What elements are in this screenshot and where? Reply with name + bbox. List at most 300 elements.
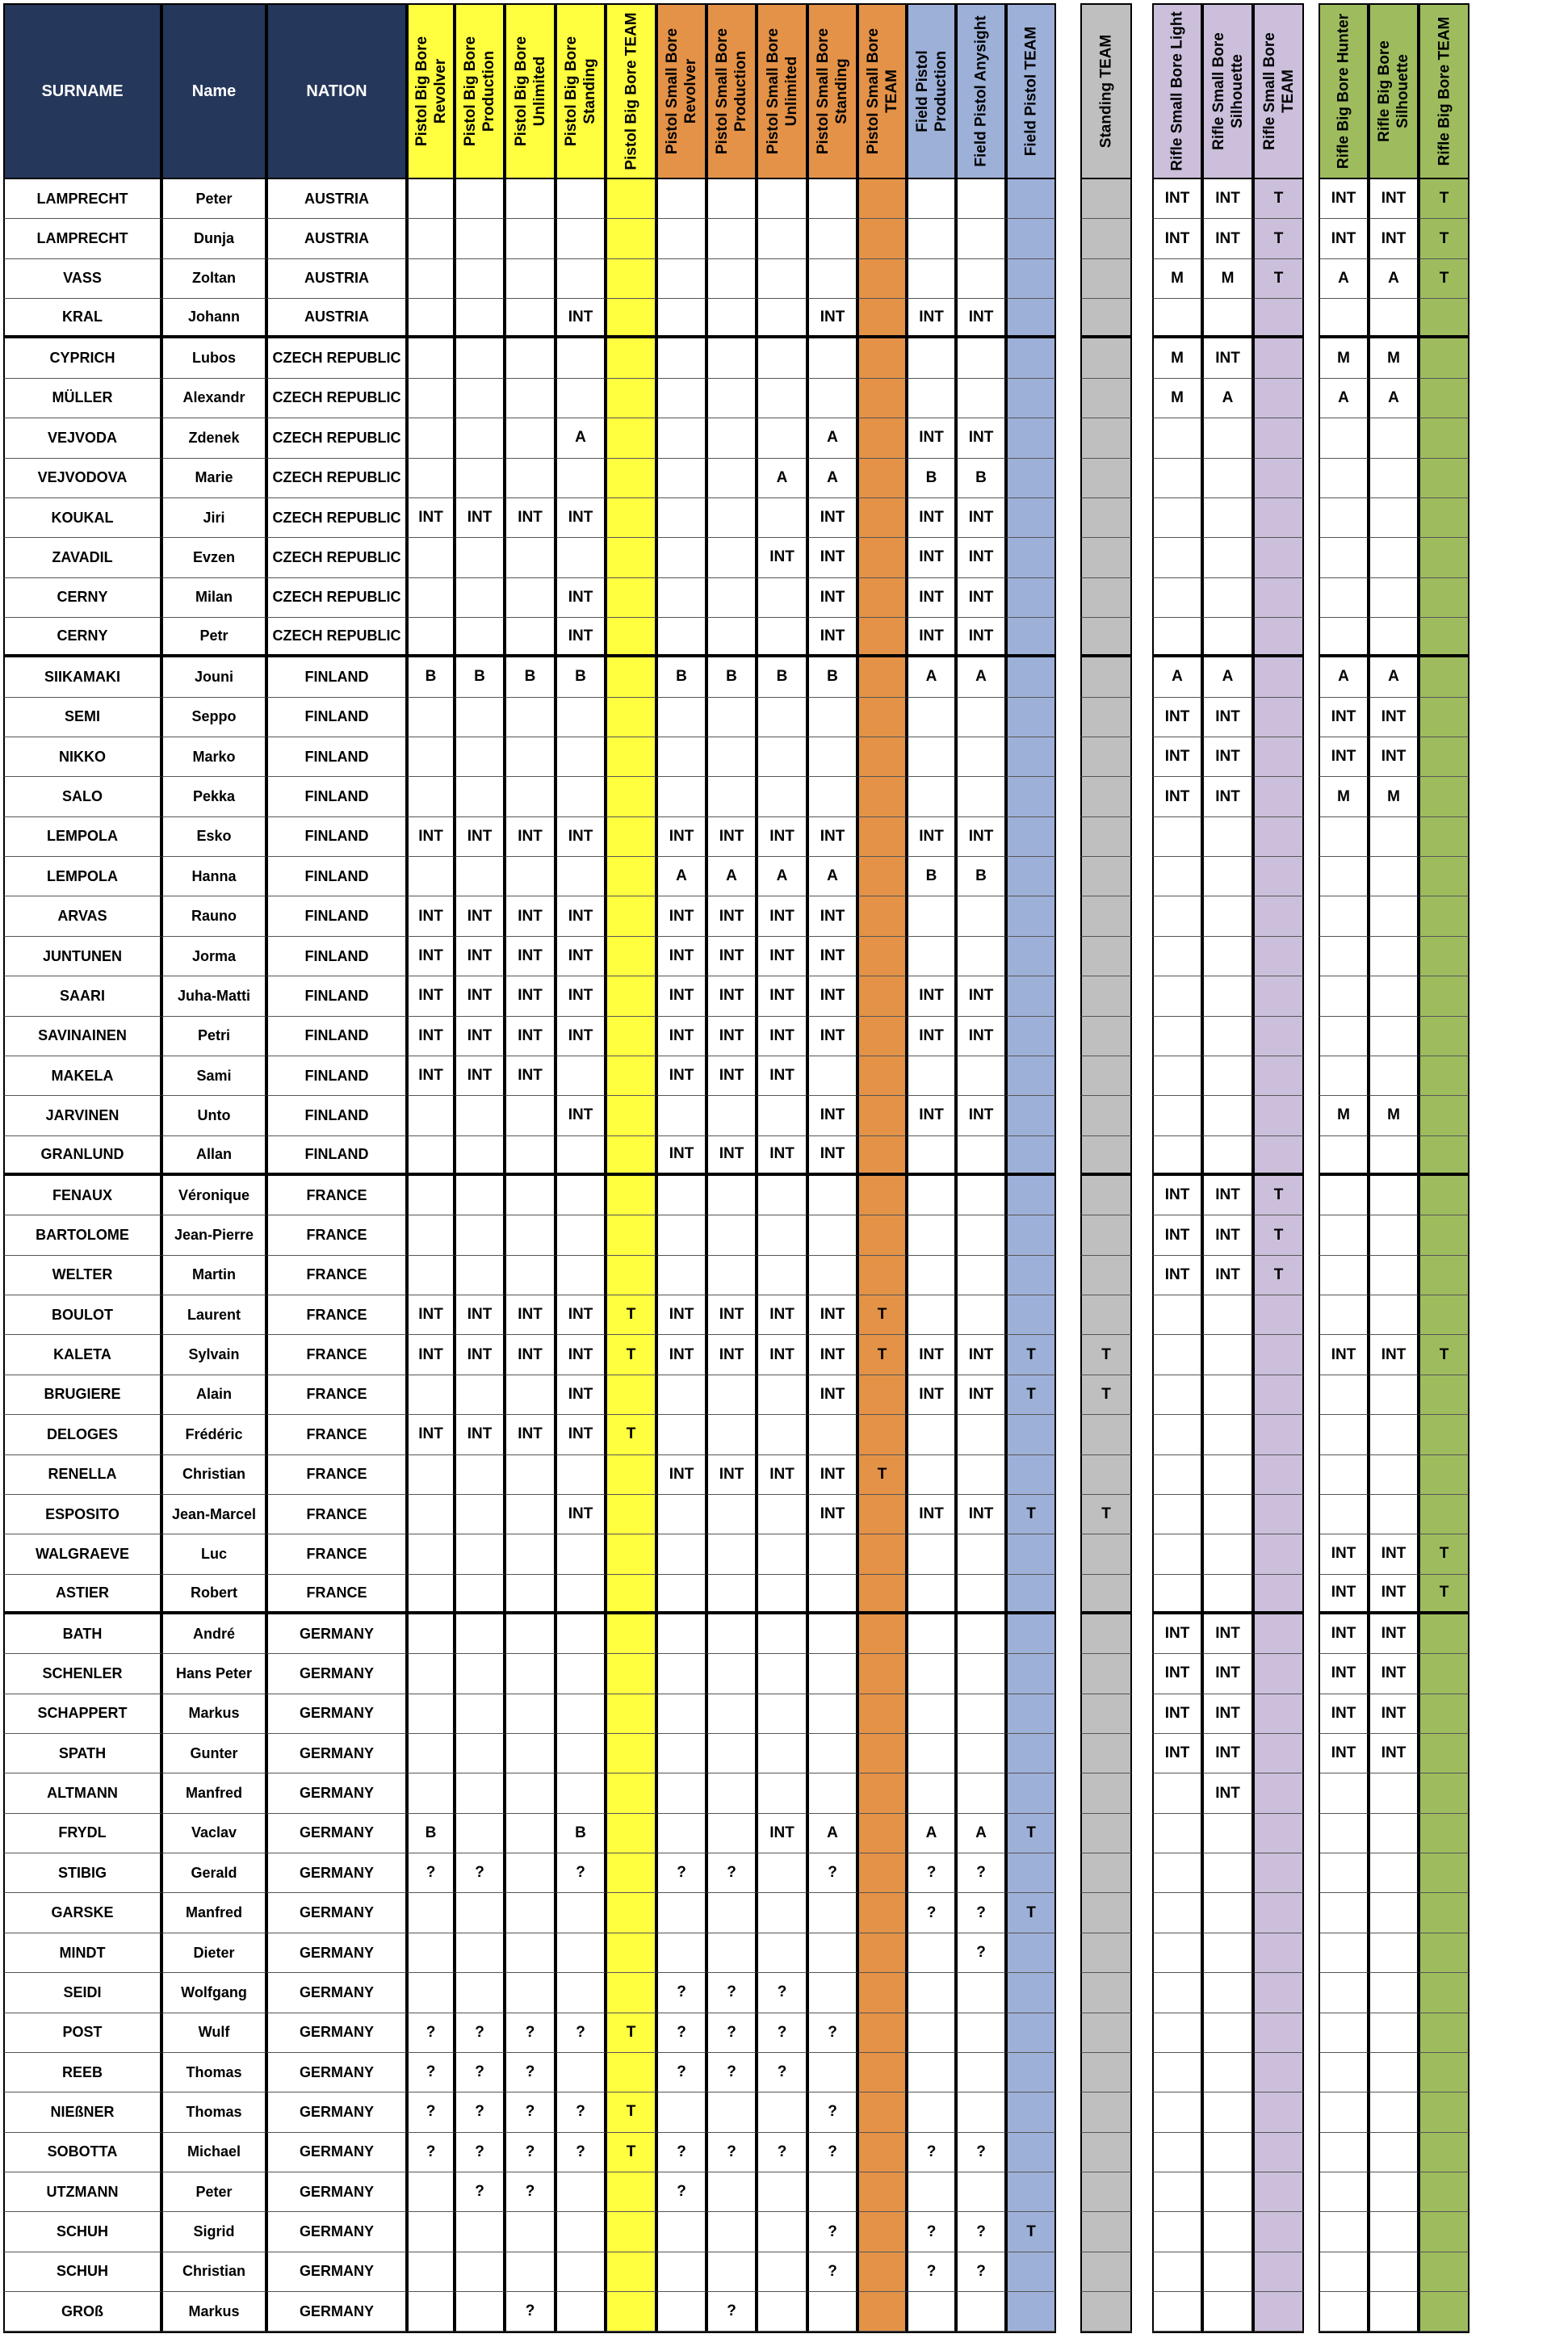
entry-cell: A — [1319, 657, 1369, 697]
entry-cell — [656, 299, 706, 338]
entry-cell — [706, 1495, 757, 1534]
entry-cell: ? — [407, 2133, 455, 2172]
entry-cell: ? — [807, 1853, 857, 1893]
entry-cell: ? — [455, 2013, 505, 2053]
entry-cell — [1253, 2013, 1304, 2053]
entry-cell — [956, 1056, 1006, 1096]
entry-cell — [706, 737, 757, 777]
entry-cell — [455, 1893, 505, 1933]
entry-cell — [857, 976, 907, 1016]
entry-cell: INT — [956, 817, 1006, 857]
entry-cell: B — [907, 857, 956, 896]
entry-cell — [455, 737, 505, 777]
entry-cell — [606, 1096, 656, 1135]
entry-cell: INT — [1369, 1694, 1419, 1734]
header-label: Rifle Big Bore Silhouette — [1376, 40, 1411, 142]
entry-cell — [1152, 418, 1202, 458]
entry-cell: INT — [556, 498, 606, 538]
entry-cell — [407, 1375, 455, 1415]
entry-cell: INT — [556, 1096, 606, 1135]
header-psb_std — [807, 3, 857, 179]
entry-cell: INT — [505, 976, 556, 1016]
entry-cell — [956, 1654, 1006, 1694]
entry-cell — [1202, 896, 1253, 936]
entry-cell — [907, 2172, 956, 2212]
entry-cell: INT — [706, 937, 757, 976]
entry-cell — [857, 379, 907, 418]
entry-cell — [606, 1734, 656, 1773]
entry-cell — [505, 1614, 556, 1654]
surname-cell: SCHUH — [3, 2212, 161, 2252]
entry-cell — [1080, 498, 1132, 538]
entry-cell — [1152, 459, 1202, 498]
entry-cell — [1419, 379, 1469, 418]
entry-cell: A — [1152, 657, 1202, 697]
entry-cell — [1419, 459, 1469, 498]
entry-cell — [1152, 1534, 1202, 1574]
entry-cell: INT — [556, 299, 606, 338]
entry-cell — [556, 2252, 606, 2292]
entry-cell: INT — [1152, 219, 1202, 258]
entry-cell — [505, 1096, 556, 1135]
entry-cell: INT — [907, 538, 956, 577]
entry-cell — [907, 219, 956, 258]
entry-cell: INT — [505, 1415, 556, 1454]
entry-cell: INT — [956, 1017, 1006, 1056]
entry-cell — [407, 2252, 455, 2292]
entry-cell — [1080, 737, 1132, 777]
entry-cell — [757, 1654, 807, 1694]
surname-cell: MAKELA — [3, 1056, 161, 1096]
entry-cell — [1080, 1734, 1132, 1773]
entry-cell — [1080, 2133, 1132, 2172]
entry-cell — [455, 1694, 505, 1734]
entry-cell: T — [1006, 1375, 1056, 1415]
entry-cell: INT — [1202, 1694, 1253, 1734]
surname-cell: CERNY — [3, 618, 161, 657]
entry-cell: T — [1006, 1335, 1056, 1375]
entry-cell — [956, 1773, 1006, 1813]
entry-cell — [1006, 1455, 1056, 1495]
nation-cell: GERMANY — [266, 2252, 407, 2292]
entry-cell — [1419, 418, 1469, 458]
surname-cell: WALGRAEVE — [3, 1534, 161, 1574]
entry-cell — [1319, 857, 1369, 896]
entry-cell — [1202, 459, 1253, 498]
entry-cell: INT — [455, 1335, 505, 1375]
name-cell: Manfred — [161, 1773, 266, 1813]
entry-cell — [1152, 1096, 1202, 1135]
name-cell: André — [161, 1614, 266, 1654]
nation-cell: CZECH REPUBLIC — [266, 459, 407, 498]
entry-cell — [1152, 937, 1202, 976]
surname-cell: LAMPRECHT — [3, 219, 161, 258]
entry-cell — [656, 777, 706, 816]
entry-cell — [757, 498, 807, 538]
entry-cell — [1080, 1455, 1132, 1495]
entry-cell — [1006, 896, 1056, 936]
entry-cell — [857, 1096, 907, 1135]
entry-cell — [1202, 1455, 1253, 1495]
entry-cell — [1152, 2252, 1202, 2292]
entry-cell — [606, 1773, 656, 1813]
name-cell: Dieter — [161, 1933, 266, 1973]
entry-cell — [1006, 179, 1056, 219]
entry-cell — [556, 2053, 606, 2092]
entry-cell — [556, 1575, 606, 1614]
entry-cell — [1419, 1734, 1469, 1773]
entry-cell: INT — [407, 1335, 455, 1375]
entry-cell — [907, 1575, 956, 1614]
header-std_team — [1080, 3, 1132, 179]
entry-cell — [407, 777, 455, 816]
entry-cell — [1369, 1495, 1419, 1534]
entry-cell — [1319, 618, 1369, 657]
entry-cell: INT — [956, 618, 1006, 657]
entry-cell: INT — [807, 1495, 857, 1534]
surname-cell: JARVINEN — [3, 1096, 161, 1135]
entry-cell — [505, 259, 556, 299]
entry-cell — [606, 817, 656, 857]
entry-cell — [1419, 1096, 1469, 1135]
entry-cell: INT — [656, 1017, 706, 1056]
entry-cell — [656, 379, 706, 418]
entry-cell — [1202, 618, 1253, 657]
entry-cell — [606, 2292, 656, 2332]
entry-cell — [1419, 937, 1469, 976]
entry-cell: T — [1419, 1534, 1469, 1574]
entry-cell — [656, 1933, 706, 1973]
entry-cell: INT — [1319, 219, 1369, 258]
entry-cell: INT — [706, 1455, 757, 1495]
surname-cell: KRAL — [3, 299, 161, 338]
entry-cell — [1152, 1933, 1202, 1973]
entry-cell — [455, 1176, 505, 1215]
entry-cell — [1152, 1575, 1202, 1614]
name-cell: Johann — [161, 299, 266, 338]
entry-cell — [505, 1256, 556, 1295]
entry-cell: B — [956, 459, 1006, 498]
entry-cell — [1419, 1853, 1469, 1893]
entry-cell: ? — [656, 2133, 706, 2172]
column-rsb_team — [1253, 3, 1304, 2333]
entry-cell — [1369, 418, 1419, 458]
entry-cell — [505, 1773, 556, 1813]
header-label: Pistol Big Bore Revolver — [413, 36, 449, 147]
entry-cell — [1253, 896, 1304, 936]
entry-cell — [1152, 1415, 1202, 1454]
entry-cell — [857, 737, 907, 777]
entry-cell — [807, 777, 857, 816]
entry-cell — [556, 777, 606, 816]
entry-cell — [1253, 1734, 1304, 1773]
entry-cell: INT — [1152, 1176, 1202, 1215]
entry-cell — [1080, 538, 1132, 577]
entry-cell — [1080, 2212, 1132, 2252]
nation-cell: CZECH REPUBLIC — [266, 498, 407, 538]
entry-cell — [857, 1933, 907, 1973]
entry-cell — [1006, 259, 1056, 299]
entry-cell — [656, 698, 706, 737]
entry-cell: INT — [556, 1495, 606, 1534]
entry-cell — [757, 1694, 807, 1734]
entry-cell — [907, 179, 956, 219]
column-fp_any — [956, 3, 1006, 2333]
entry-cell — [1202, 418, 1253, 458]
entry-cell — [1152, 498, 1202, 538]
entry-cell — [807, 1893, 857, 1933]
entry-cell — [1202, 2212, 1253, 2252]
entry-cell — [1319, 459, 1369, 498]
entry-cell: INT — [807, 1017, 857, 1056]
entry-cell: T — [606, 2013, 656, 2053]
entry-cell: INT — [505, 498, 556, 538]
entry-cell — [706, 338, 757, 378]
entry-cell — [455, 1773, 505, 1813]
entry-cell — [407, 1654, 455, 1694]
entry-cell — [706, 1814, 757, 1853]
surname-cell: SAVINAINEN — [3, 1017, 161, 1056]
entry-cell — [1369, 817, 1419, 857]
header-label: Field Pistol Anysight — [972, 15, 990, 167]
header-label: Pistol Big Bore Unlimited — [512, 36, 548, 147]
entry-cell — [907, 1056, 956, 1096]
entry-cell: ? — [556, 2013, 606, 2053]
entry-cell: T — [606, 2092, 656, 2132]
entry-cell — [455, 179, 505, 219]
entry-cell — [1006, 379, 1056, 418]
entry-cell — [956, 2053, 1006, 2092]
entry-cell — [857, 1893, 907, 1933]
surname-cell: LEMPOLA — [3, 817, 161, 857]
entry-cell — [706, 2212, 757, 2252]
entry-cell — [757, 2212, 807, 2252]
entry-cell — [656, 618, 706, 657]
entry-cell — [1319, 1853, 1369, 1893]
entry-cell — [1369, 896, 1419, 936]
entry-cell — [606, 1136, 656, 1176]
entry-cell — [1319, 498, 1369, 538]
entry-cell — [807, 2053, 857, 2092]
nation-cell: FRANCE — [266, 1295, 407, 1335]
entry-cell — [956, 896, 1006, 936]
entry-cell — [1006, 498, 1056, 538]
entry-cell: ? — [656, 2172, 706, 2212]
entry-cell — [1419, 1654, 1469, 1694]
entry-cell — [1253, 1136, 1304, 1176]
entry-cell: A — [907, 657, 956, 697]
entry-cell — [505, 1375, 556, 1415]
entry-cell — [1253, 1335, 1304, 1375]
entry-cell: INT — [706, 817, 757, 857]
entry-cell — [907, 1176, 956, 1215]
entry-cell — [1080, 1056, 1132, 1096]
entry-cell — [807, 179, 857, 219]
entry-cell — [1006, 338, 1056, 378]
entry-cell: ? — [757, 2133, 807, 2172]
entry-cell — [1202, 976, 1253, 1016]
entry-cell — [956, 737, 1006, 777]
entry-cell — [1202, 2133, 1253, 2172]
header-pbb_rev — [407, 3, 455, 179]
entry-cell — [505, 1814, 556, 1853]
entry-cell: ? — [706, 1853, 757, 1893]
entry-cell — [656, 1495, 706, 1534]
entry-cell: ? — [556, 2133, 606, 2172]
entry-cell — [757, 618, 807, 657]
entry-cell — [1419, 1295, 1469, 1335]
entry-cell: INT — [706, 976, 757, 1016]
nation-cell: FINLAND — [266, 976, 407, 1016]
entry-cell — [706, 1734, 757, 1773]
entry-cell: ? — [505, 2133, 556, 2172]
entry-cell — [1080, 2252, 1132, 2292]
entry-cell — [706, 2252, 757, 2292]
entry-cell — [656, 338, 706, 378]
entry-cell: INT — [407, 1056, 455, 1096]
entry-cell: M — [1152, 379, 1202, 418]
entry-cell — [1369, 618, 1419, 657]
entry-cell — [1202, 1335, 1253, 1375]
entry-cell — [606, 1814, 656, 1853]
entry-cell: ? — [706, 2292, 757, 2332]
entry-cell — [505, 1136, 556, 1176]
entry-cell — [656, 1176, 706, 1215]
entry-cell — [505, 1575, 556, 1614]
entry-cell — [857, 2053, 907, 2092]
entry-cell — [407, 737, 455, 777]
entry-cell — [1152, 1495, 1202, 1534]
entry-cell — [606, 1056, 656, 1096]
entry-cell: M — [1319, 777, 1369, 816]
entry-cell — [1006, 578, 1056, 618]
entry-cell: T — [606, 2133, 656, 2172]
entry-cell: INT — [1319, 1335, 1369, 1375]
entry-cell — [407, 1534, 455, 1574]
entry-cell: INT — [807, 1295, 857, 1335]
entry-cell — [1369, 2212, 1419, 2252]
entry-cell — [1152, 896, 1202, 936]
entry-cell: T — [1080, 1495, 1132, 1534]
entry-cell — [407, 1096, 455, 1135]
entry-cell — [1369, 857, 1419, 896]
entry-cell — [807, 1176, 857, 1215]
entry-cell: T — [1006, 1814, 1056, 1853]
entry-cell — [1152, 1853, 1202, 1893]
entry-cell — [1080, 459, 1132, 498]
entry-cell: INT — [1152, 1614, 1202, 1654]
nation-cell: FINLAND — [266, 777, 407, 816]
entry-cell — [407, 1973, 455, 2013]
entry-cell: INT — [1152, 737, 1202, 777]
entry-cell — [1253, 459, 1304, 498]
entry-cell — [807, 1575, 857, 1614]
entry-cell — [1419, 1893, 1469, 1933]
entry-cell: INT — [407, 896, 455, 936]
entry-cell — [956, 777, 1006, 816]
entry-cell — [556, 1176, 606, 1215]
entry-cell — [956, 1973, 1006, 2013]
name-cell: Lubos — [161, 338, 266, 378]
entry-cell: INT — [407, 1415, 455, 1454]
surname-cell: GROß — [3, 2292, 161, 2332]
name-cell: Pekka — [161, 777, 266, 816]
entry-cell: INT — [907, 1017, 956, 1056]
entry-cell — [656, 737, 706, 777]
entry-cell — [606, 219, 656, 258]
entry-cell — [857, 2133, 907, 2172]
entry-cell — [606, 538, 656, 577]
entry-cell: INT — [1369, 1734, 1419, 1773]
entry-cell — [757, 1773, 807, 1813]
entry-cell — [1419, 2133, 1469, 2172]
entry-cell — [807, 1256, 857, 1295]
entry-cell — [1202, 1495, 1253, 1534]
entry-cell — [1152, 2212, 1202, 2252]
entry-cell — [706, 1773, 757, 1813]
name-cell: Gunter — [161, 1734, 266, 1773]
entry-cell: INT — [407, 817, 455, 857]
entry-cell: T — [606, 1335, 656, 1375]
entry-cell — [706, 498, 757, 538]
surname-cell: MÜLLER — [3, 379, 161, 418]
column-psb_rev — [656, 3, 706, 2333]
entry-cell — [757, 1853, 807, 1893]
entry-cell — [1369, 1136, 1419, 1176]
entry-cell: T — [1253, 219, 1304, 258]
entry-cell — [1319, 976, 1369, 1016]
entry-cell: INT — [807, 817, 857, 857]
entry-cell — [757, 1256, 807, 1295]
entry-cell — [1006, 1415, 1056, 1454]
entry-cell — [857, 338, 907, 378]
entry-cell — [706, 179, 757, 219]
entry-cell — [1319, 578, 1369, 618]
entry-cell — [907, 1415, 956, 1454]
entry-cell: INT — [1369, 179, 1419, 219]
entry-cell: A — [1369, 657, 1419, 697]
entry-cell — [956, 2172, 1006, 2212]
entry-cell — [556, 2172, 606, 2212]
entry-cell — [706, 1933, 757, 1973]
entry-cell — [606, 1973, 656, 2013]
entry-cell — [1202, 2092, 1253, 2132]
nation-cell: CZECH REPUBLIC — [266, 618, 407, 657]
column-pbb_team — [606, 3, 656, 2333]
entry-cell — [455, 1734, 505, 1773]
entry-cell — [1253, 1534, 1304, 1574]
entry-cell — [757, 777, 807, 816]
entry-cell: INT — [757, 1455, 807, 1495]
entry-cell: M — [1319, 1096, 1369, 1135]
surname-cell: SEMI — [3, 698, 161, 737]
name-cell: Michael — [161, 2133, 266, 2172]
nation-cell: FINLAND — [266, 1136, 407, 1176]
entry-cell: T — [1253, 1215, 1304, 1255]
entry-cell — [1253, 2252, 1304, 2292]
entry-cell: ? — [706, 1973, 757, 2013]
entry-cell — [1369, 459, 1419, 498]
entry-cell — [455, 338, 505, 378]
entry-cell — [606, 1614, 656, 1654]
entry-cell — [1080, 1654, 1132, 1694]
entry-cell — [505, 1654, 556, 1694]
header-psb_rev — [656, 3, 706, 179]
entry-cell: INT — [1202, 737, 1253, 777]
column-pbb_std — [556, 3, 606, 2333]
entry-cell: INT — [706, 1056, 757, 1096]
entry-cell — [606, 338, 656, 378]
